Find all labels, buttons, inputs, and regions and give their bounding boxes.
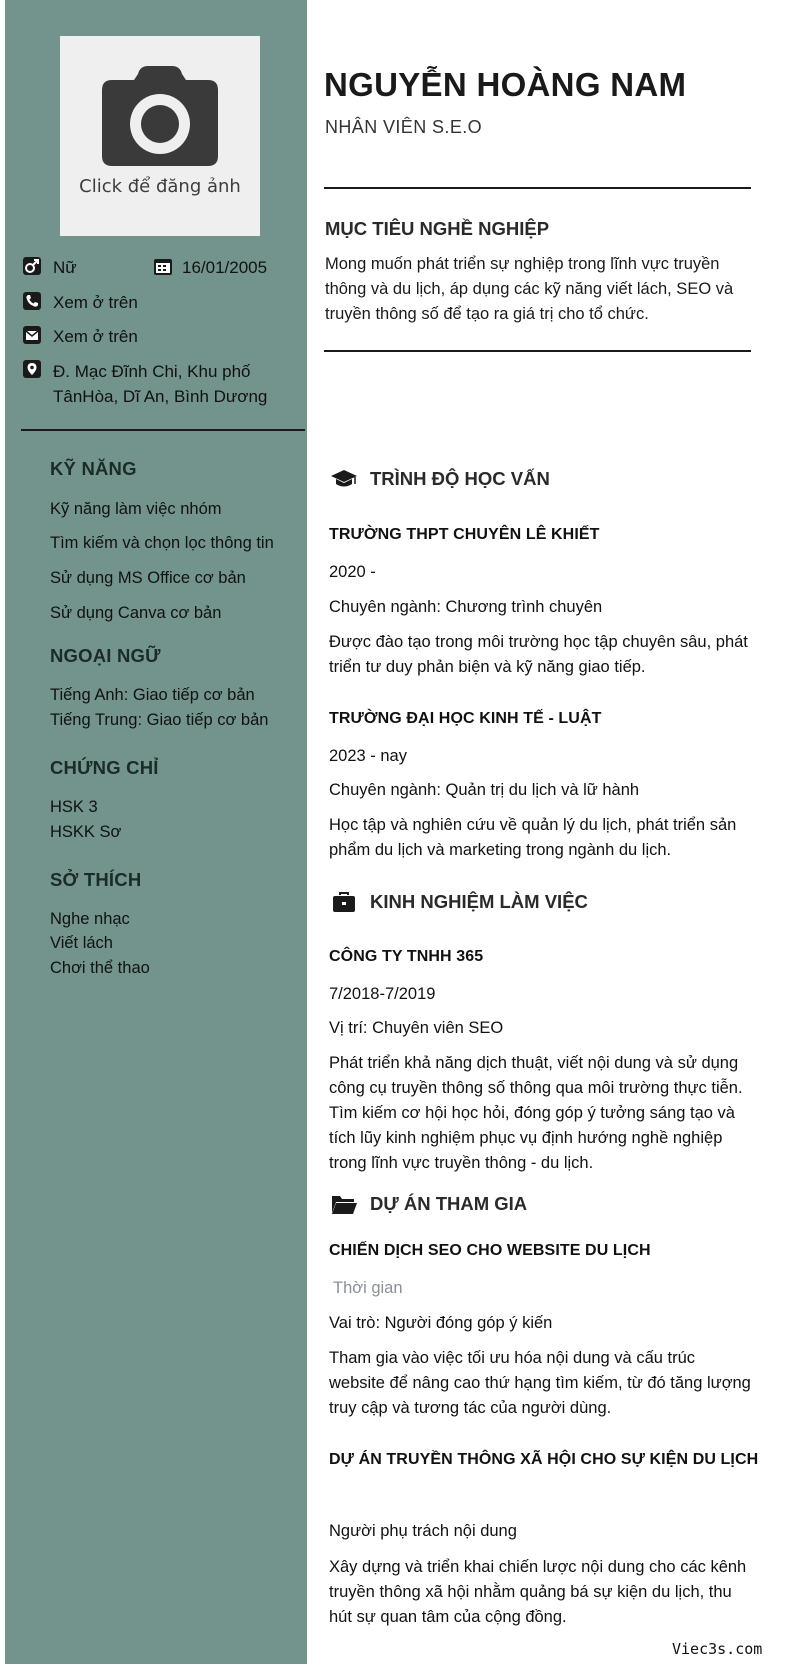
project-name: CHIẾN DỊCH SEO CHO WEBSITE DU LỊCH	[329, 1242, 651, 1259]
description-line: Tìm kiếm cơ hội học hỏi, đóng góp ý tưởng sáng tạo và	[329, 1104, 735, 1122]
education-heading: TRÌNH ĐỘ HỌC VẤN	[370, 468, 550, 489]
description-line: truy cập và tương tác của người dùng.	[329, 1399, 612, 1417]
phone-icon	[22, 291, 42, 311]
description-line: tích lũy kinh nghiệm phục vụ định hướng nghề nghiệp	[329, 1129, 723, 1147]
watermark: Viec3s.com	[672, 1640, 763, 1658]
email-value: Xem ở trên	[53, 327, 138, 346]
description-line: Tham gia vào việc tối ưu hóa nội dung và cấu trúc	[329, 1349, 696, 1367]
project-description	[329, 1346, 767, 1421]
location-icon	[22, 359, 42, 379]
description-line: trong lĩnh vực truyền thông - du lịch.	[329, 1154, 594, 1172]
experience-description	[329, 1051, 767, 1176]
description-line: Được đào tạo trong môi trường học tập chuyên sâu, phát	[329, 633, 748, 651]
education-school: TRƯỜNG THPT CHUYÊN LÊ KHIẾT	[329, 526, 600, 543]
camera-icon	[100, 64, 220, 166]
hobby-item: Chơi thể thao	[50, 959, 150, 977]
skill-item: Kỹ năng làm việc nhóm	[50, 500, 222, 518]
education-description	[329, 630, 767, 680]
hobby-item: Nghe nhạc	[50, 910, 130, 928]
experience-heading: KINH NGHIỆM LÀM VIỆC	[370, 891, 588, 912]
description-line: triển tư duy phản biện và kỹ năng giao tiếp.	[329, 658, 646, 676]
objective-line: thông và du lịch, áp dụng các kỹ năng viết lách, SEO và	[325, 280, 734, 298]
description-line: truyền thông xã hội nhằm quảng bá sự kiện du lịch, thu	[329, 1583, 732, 1601]
description-line: hút sự quan tâm của cộng đồng.	[329, 1608, 567, 1626]
graduation-cap-icon	[330, 468, 358, 490]
experience-period: 7/2018-7/2019	[329, 985, 436, 1003]
calendar-icon	[153, 256, 173, 276]
language-item: Tiếng Anh: Giao tiếp cơ bản	[50, 686, 255, 704]
education-major: Chuyên ngành: Quản trị du lịch và lữ hành	[329, 781, 640, 799]
skill-item: Sử dụng Canva cơ bản	[50, 604, 222, 622]
education-period: 2023 - nay	[329, 747, 407, 765]
description-line: công cụ truyền thông số thông qua môi trường thực tiễn.	[329, 1079, 743, 1097]
objective-text	[325, 252, 765, 327]
education-school: TRƯỜNG ĐẠI HỌC KINH TẾ - LUẬT	[329, 710, 602, 727]
experience-position: Vị trí: Chuyên viên SEO	[329, 1019, 504, 1037]
objective-line: truyền thông số để tạo ra giá trị cho tổ chức.	[325, 305, 649, 323]
projects-heading: DỰ ÁN THAM GIA	[370, 1193, 528, 1214]
objective-line: Mong muốn phát triển sự nghiệp trong lĩnh vực truyền	[325, 255, 720, 273]
language-item: Tiếng Trung: Giao tiếp cơ bản	[50, 711, 269, 729]
sidebar	[5, 0, 307, 1664]
hobbies-heading: SỞ THÍCH	[50, 869, 142, 890]
photo-caption: Click để đăng ảnh	[79, 176, 241, 197]
project-name: DỰ ÁN TRUYỀN THÔNG XÃ HỘI CHO SỰ KIỆN DU LỊCH	[329, 1451, 759, 1468]
header-divider	[324, 187, 751, 189]
project-time-placeholder[interactable]: Thời gian	[333, 1279, 403, 1297]
certificate-item: HSKK Sơ	[50, 823, 122, 841]
folder-icon	[330, 1193, 358, 1215]
education-period: 2020 -	[329, 563, 376, 581]
objective-heading: MỤC TIÊU NGHỀ NGHIỆP	[325, 218, 550, 239]
description-line: Phát triển khả năng dịch thuật, viết nội dung và sử dụng	[329, 1054, 739, 1072]
skills-heading: KỸ NĂNG	[50, 458, 137, 479]
birthdate-value: 16/01/2005	[182, 258, 268, 277]
phone-value: Xem ở trên	[53, 293, 138, 312]
briefcase-icon	[330, 891, 358, 913]
description-line: Học tập và nghiên cứu về quản lý du lịch, phát triển sản	[329, 816, 737, 834]
education-description	[329, 813, 767, 863]
project-description	[329, 1555, 767, 1630]
project-role: Vai trò: Người đóng góp ý kiến	[329, 1314, 553, 1332]
description-line: website để nâng cao thứ hạng tìm kiếm, từ đó tăng lượng	[329, 1374, 751, 1392]
languages-heading: NGOẠI NGỮ	[50, 645, 161, 666]
photo-upload[interactable]	[60, 36, 260, 236]
certificates-heading: CHỨNG CHỈ	[50, 757, 159, 778]
gender-icon	[22, 256, 42, 276]
objective-divider	[324, 350, 751, 352]
description-line: Xây dựng và triển khai chiến lược nội dung cho các kênh	[329, 1558, 747, 1576]
experience-company: CÔNG TY TNHH 365	[329, 948, 484, 965]
project-role: Người phụ trách nội dung	[329, 1522, 517, 1540]
email-icon	[22, 325, 42, 345]
address-line-2: TânHòa, Dĩ An, Bình Dương	[53, 387, 268, 406]
sidebar-divider	[21, 429, 305, 431]
certificate-item: HSK 3	[50, 798, 98, 816]
gender-value: Nữ	[53, 258, 77, 277]
skill-item: Sử dụng MS Office cơ bản	[50, 569, 246, 587]
candidate-title: NHÂN VIÊN S.E.O	[325, 117, 483, 137]
address-line-1: Đ. Mạc Đĩnh Chi, Khu phố	[53, 362, 251, 381]
skill-item: Tìm kiếm và chọn lọc thông tin	[50, 534, 274, 552]
hobby-item: Viết lách	[50, 934, 113, 952]
education-major: Chuyên ngành: Chương trình chuyên	[329, 598, 603, 616]
description-line: phẩm du lịch và marketing trong ngành du lịch.	[329, 841, 672, 859]
candidate-name: NGUYỄN HOÀNG NAM	[324, 66, 687, 103]
